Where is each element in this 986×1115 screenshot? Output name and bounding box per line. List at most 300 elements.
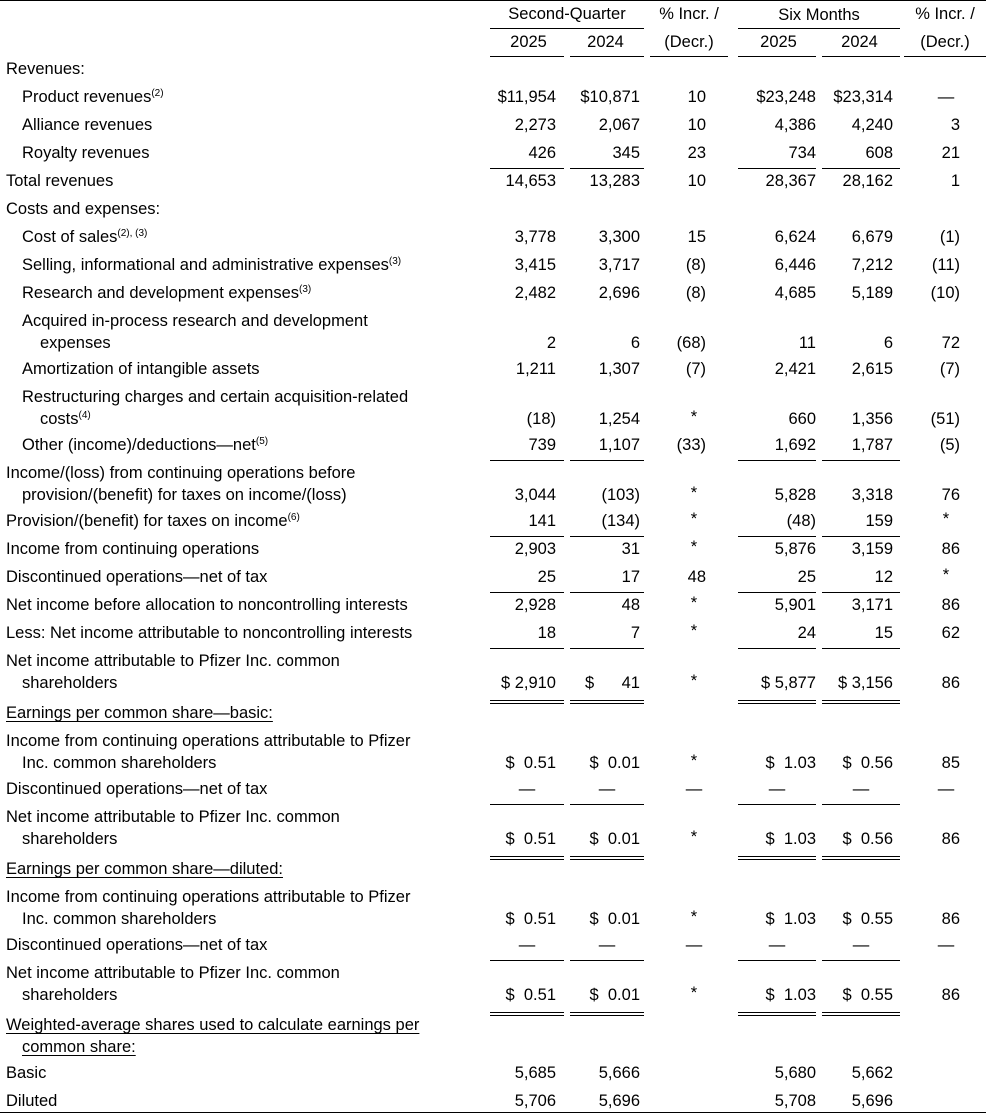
cell-q24: $ 0.01: [589, 986, 640, 1004]
cell-sp: 21: [941, 144, 960, 162]
cell-s25: 6,446: [774, 256, 816, 274]
row-label: [22, 435, 268, 455]
cell-qp: (68): [676, 334, 706, 352]
rule-s24: [822, 856, 900, 857]
rule-s25-double: [738, 859, 816, 860]
rule-q24: [570, 460, 644, 461]
bottom-border: [0, 1112, 986, 1113]
header-q-incr-line2: (Decr.): [664, 33, 714, 51]
rule-q24-double: [570, 1015, 644, 1016]
header-underline-s25: [738, 56, 816, 57]
row-label-text: Discontinued operations—net of tax: [6, 936, 268, 954]
row-label-text: Research and development expenses: [22, 284, 300, 302]
rule-s24: [822, 1012, 900, 1013]
row-label-text: common share:: [22, 1038, 136, 1056]
cell-s24: $ 0.55: [842, 910, 893, 928]
rule-q25: [490, 648, 564, 649]
rule-s24: [822, 536, 900, 537]
cell-sp: 72: [941, 334, 960, 352]
cell-s24: $ 0.55: [842, 986, 893, 1004]
rule-s24-double: [822, 1015, 900, 1016]
row-label-text: Royalty revenues: [22, 144, 150, 162]
cell-s25: 1,692: [774, 436, 816, 454]
cell-q24: 17: [621, 568, 640, 586]
footnote-ref: (2): [151, 88, 164, 99]
cell-sp: *: [942, 510, 950, 528]
row-label-text: costs: [40, 410, 79, 428]
cell-sp: (7): [939, 360, 960, 378]
rule-q24: [570, 1012, 644, 1013]
cell-q24: $ 0.01: [589, 754, 640, 772]
cell-s25: $ 1.03: [765, 910, 816, 928]
cell-q24: 2,067: [598, 116, 640, 134]
row-label-text: provision/(benefit) for taxes on income/(loss): [22, 486, 347, 504]
rule-q25-double: [490, 703, 564, 704]
rule-q24: [570, 700, 644, 701]
cell-q25: $11,954: [497, 88, 556, 106]
rule-s24: [822, 960, 900, 961]
rule-q25: [490, 856, 564, 857]
cell-s25: 6,624: [774, 228, 816, 246]
rule-s25: [738, 1012, 816, 1013]
row-label-text: Net income attributable to Pfizer Inc. common: [6, 964, 340, 982]
row-label-text: shareholders: [22, 830, 118, 848]
row-label: [40, 333, 111, 353]
row-label-text: Cost of sales: [22, 228, 118, 246]
row-label-text: Alliance revenues: [22, 116, 153, 134]
cell-q25: $ 0.51: [505, 910, 556, 928]
cell-s24: 7,212: [851, 256, 893, 274]
cell-q24: 3,717: [598, 256, 640, 274]
cell-qp: *: [690, 510, 698, 528]
header-rule-q: [490, 28, 644, 29]
cell-q25: 14,653: [505, 172, 556, 190]
rule-s25: [738, 804, 816, 805]
header-s-2024: 2024: [841, 33, 878, 51]
row-label-text: shareholders: [22, 986, 118, 1004]
cell-qp: *: [690, 908, 698, 926]
cell-sp: 86: [941, 986, 960, 1004]
rule-s25-double: [738, 703, 816, 704]
row-label-text: Acquired in-process research and development: [22, 312, 368, 330]
cell-s25: $ 1.03: [765, 986, 816, 1004]
row-label: [6, 887, 410, 907]
rule-q25: [490, 960, 564, 961]
header-underline-qp: [650, 56, 728, 57]
cell-q25: —: [518, 936, 536, 954]
cell-sp: 86: [941, 910, 960, 928]
footnote-ref: (4): [78, 410, 91, 421]
footnote-ref: (5): [255, 436, 269, 447]
rule-q24-double: [570, 859, 644, 860]
cell-qp: (8): [685, 284, 706, 302]
row-label-text: Inc. common shareholders: [22, 910, 217, 928]
cell-s25: 660: [788, 410, 816, 428]
cell-q25: (18): [526, 410, 556, 428]
row-label: [6, 567, 267, 587]
cell-s24: 3,171: [851, 596, 893, 614]
cell-s25: 734: [788, 144, 816, 162]
row-label: [6, 651, 340, 671]
cell-s24: —: [852, 780, 870, 798]
cell-sp: 3: [950, 116, 960, 134]
row-label-text: shareholders: [22, 674, 118, 692]
rule-s24: [822, 648, 900, 649]
row-label: [6, 1063, 46, 1083]
row-label: [22, 311, 368, 331]
rule-s25: [738, 168, 816, 169]
cell-q24: 31: [621, 540, 640, 558]
cell-qp: *: [690, 984, 698, 1002]
cell-q24: 2,696: [598, 284, 640, 302]
cell-qp: (33): [676, 436, 706, 454]
cell-q24: 48: [621, 596, 640, 614]
row-label-text: Selling, informational and administrative expenses: [22, 256, 389, 274]
header-underline-sp: [904, 56, 986, 57]
row-label: [22, 753, 216, 773]
row-label: [22, 485, 347, 505]
cell-sp: (51): [930, 410, 960, 428]
rule-q24: [570, 856, 644, 857]
cell-s25: 4,386: [774, 116, 816, 134]
cell-q24: —: [598, 780, 616, 798]
rule-s24-double: [822, 859, 900, 860]
row-label: [6, 595, 408, 615]
rule-s25: [738, 460, 816, 461]
cell-sp: —: [937, 780, 955, 798]
cell-q24: $10,871: [580, 88, 640, 106]
cell-q24: (103): [601, 486, 640, 504]
row-label-text: Discontinued operations—net of tax: [6, 780, 268, 798]
row-label-text: expenses: [40, 334, 111, 352]
cell-s25: 5,828: [774, 486, 816, 504]
row-label: [22, 985, 117, 1005]
cell-s24: 12: [874, 568, 893, 586]
row-label-text: Diluted: [6, 1092, 58, 1110]
cell-s24: $23,314: [833, 88, 893, 106]
cell-q24: 13,283: [589, 172, 640, 190]
cell-sp: (10): [930, 284, 960, 302]
cell-s25: 11: [798, 334, 816, 352]
rule-s25: [738, 700, 816, 701]
row-label: [22, 909, 216, 929]
cell-s25: 28,367: [765, 172, 816, 190]
cell-sp: (11): [931, 256, 960, 274]
cell-sp: 1: [950, 172, 960, 190]
row-label: [6, 59, 85, 79]
cell-s24: 5,662: [851, 1064, 893, 1082]
cell-sp: —: [937, 88, 955, 106]
rule-s24: [822, 460, 900, 461]
cell-qp: *: [690, 752, 698, 770]
row-label-text: Income from continuing operations attributable to Pfizer: [6, 732, 411, 750]
row-label-text: Net income attributable to Pfizer Inc. common: [6, 652, 340, 670]
footnote-ref: (3): [299, 284, 312, 295]
row-label: [6, 199, 160, 219]
cell-q25: $ 0.51: [505, 830, 556, 848]
rule-s24-double: [822, 703, 900, 704]
cell-s24: 1,356: [851, 410, 893, 428]
row-label: [6, 1015, 419, 1035]
cell-q24: 3,300: [598, 228, 640, 246]
cell-q24: 6: [630, 334, 640, 352]
header-six-months: Six Months: [778, 6, 860, 24]
rule-s25: [738, 536, 816, 537]
header-rule-s: [738, 28, 900, 29]
cell-qp: *: [690, 672, 698, 690]
row-label: [6, 623, 412, 643]
cell-q24: 5,696: [598, 1092, 640, 1110]
row-label-text: Basic: [6, 1064, 47, 1082]
cell-q25: 2,482: [514, 284, 556, 302]
cell-s25: 24: [797, 624, 816, 642]
cell-qp: 10: [687, 172, 706, 190]
cell-sp: (1): [939, 228, 960, 246]
cell-q25: 3,778: [514, 228, 556, 246]
row-label: [6, 463, 355, 483]
cell-s25: —: [768, 936, 786, 954]
top-border: [0, 0, 986, 1]
cell-s24: 28,162: [842, 172, 893, 190]
cell-q25: 426: [528, 144, 556, 162]
cell-sp: 86: [941, 830, 960, 848]
cell-qp: *: [690, 538, 698, 556]
cell-q25: 2,273: [514, 116, 556, 134]
row-label-text: Total revenues: [6, 172, 114, 190]
cell-s24: 6: [883, 334, 893, 352]
row-label-text: Other (income)/deductions—net: [22, 436, 256, 454]
rule-s25-double: [738, 1015, 816, 1016]
cell-q24: (134): [601, 512, 640, 530]
row-label: [22, 359, 260, 379]
cell-sp: 76: [941, 486, 960, 504]
row-label: [6, 935, 267, 955]
row-label: [6, 807, 340, 827]
rule-s24: [822, 804, 900, 805]
row-label-text: Costs and expenses:: [6, 200, 161, 218]
row-label: [22, 143, 149, 163]
rule-s25: [738, 856, 816, 857]
cell-q25: 1,211: [515, 360, 556, 378]
cell-sp: 86: [941, 674, 960, 692]
cell-qp: *: [690, 828, 698, 846]
row-label-text: Provision/(benefit) for taxes on income: [6, 512, 288, 530]
cell-s24: 15: [874, 624, 893, 642]
rule-q25-double: [490, 859, 564, 860]
cell-s25: $ 1.03: [765, 830, 816, 848]
rule-s25: [738, 592, 816, 593]
row-label-text: Restructuring charges and certain acquisition-related: [22, 388, 409, 406]
row-label-text: Net income before allocation to noncontrolling interests: [6, 596, 408, 614]
cell-q24: —: [598, 936, 616, 954]
cell-q24: 5,666: [598, 1064, 640, 1082]
cell-q25: 2,903: [514, 540, 556, 558]
cell-q25: $ 0.51: [505, 754, 556, 772]
row-label: [6, 703, 273, 723]
row-label-text: Income from continuing operations: [6, 540, 260, 558]
cell-q24: 1,307: [598, 360, 640, 378]
cell-s24: 1,787: [851, 436, 893, 454]
cell-s24: 6,679: [851, 228, 893, 246]
cell-s25: 5,680: [774, 1064, 816, 1082]
cell-s25: $ 5,877: [760, 674, 816, 692]
cell-q25: 141: [528, 512, 556, 530]
rule-q24: [570, 804, 644, 805]
rule-q25: [490, 700, 564, 701]
header-s-incr-line2: (Decr.): [920, 33, 970, 51]
cell-qp: *: [690, 594, 698, 612]
cell-qp: 15: [687, 228, 706, 246]
cell-s24: —: [852, 936, 870, 954]
cell-qp: *: [690, 408, 698, 426]
header-q-2024: 2024: [587, 33, 624, 51]
cell-s24: 4,240: [851, 116, 893, 134]
cell-q24: $ 41: [584, 674, 640, 692]
cell-q25: —: [518, 780, 536, 798]
rule-q25-double: [490, 1015, 564, 1016]
row-label-text: Net income attributable to Pfizer Inc. common: [6, 808, 340, 826]
cell-s25: 2,421: [774, 360, 816, 378]
cell-q25: 18: [537, 624, 556, 642]
cell-q25: $ 2,910: [500, 674, 556, 692]
rule-q25: [490, 804, 564, 805]
row-label: [22, 255, 401, 275]
cell-sp: *: [942, 566, 950, 584]
cell-s24: $ 0.56: [842, 754, 893, 772]
cell-s25: 5,901: [774, 596, 816, 614]
header-underline-q24: [570, 56, 644, 57]
rule-q24: [570, 648, 644, 649]
cell-qp: 48: [687, 568, 706, 586]
row-label: [22, 87, 164, 107]
cell-sp: 86: [941, 540, 960, 558]
row-label-text: Amortization of intangible assets: [22, 360, 260, 378]
row-label: [6, 731, 410, 751]
rule-q25: [490, 460, 564, 461]
header-second-quarter: Second-Quarter: [508, 5, 626, 23]
rule-s24: [822, 700, 900, 701]
cell-s25: 25: [797, 568, 816, 586]
row-label: [22, 227, 147, 247]
cell-q25: 3,044: [514, 486, 556, 504]
cell-s25: 5,708: [774, 1092, 816, 1110]
row-label-text: Product revenues: [22, 88, 152, 106]
cell-s24: $ 0.56: [842, 830, 893, 848]
row-label-text: Inc. common shareholders: [22, 754, 217, 772]
cell-sp: —: [937, 936, 955, 954]
row-label-text: Income/(loss) from continuing operations before: [6, 464, 356, 482]
rule-s25: [738, 960, 816, 961]
cell-q25: 2: [546, 334, 556, 352]
rule-q25: [490, 592, 564, 593]
cell-qp: *: [690, 484, 698, 502]
cell-q25: 5,685: [514, 1064, 556, 1082]
row-label: [22, 829, 117, 849]
cell-q25: $ 0.51: [505, 986, 556, 1004]
cell-qp: (7): [685, 360, 706, 378]
footnote-ref: (2), (3): [117, 228, 148, 239]
cell-qp: 10: [687, 116, 706, 134]
cell-q24: $ 0.01: [589, 830, 640, 848]
cell-q25: 3,415: [514, 256, 556, 274]
cell-qp: (8): [685, 256, 706, 274]
row-label: [22, 283, 311, 303]
footnote-ref: (6): [287, 512, 300, 523]
footnote-ref: (3): [388, 256, 402, 267]
row-label-text: Weighted-average shares used to calculate earnings per: [6, 1016, 420, 1034]
rule-q25: [490, 1012, 564, 1013]
cell-s24: 3,318: [851, 486, 893, 504]
header-underline-q25: [490, 56, 564, 57]
row-label: [6, 539, 259, 559]
cell-s25: (48): [786, 512, 816, 530]
cell-s25: $23,248: [756, 88, 816, 106]
cell-q24: $ 0.01: [589, 910, 640, 928]
row-label: [6, 779, 267, 799]
cell-q24: 7: [630, 624, 640, 642]
rule-q25: [490, 536, 564, 537]
row-label: [22, 1037, 136, 1057]
cell-sp: (5): [939, 436, 960, 454]
rule-q24-double: [570, 703, 644, 704]
cell-qp: —: [685, 936, 703, 954]
cell-q25: 5,706: [514, 1092, 556, 1110]
cell-s25: 4,685: [774, 284, 816, 302]
header-s-incr-line1: % Incr. /: [915, 5, 975, 23]
cell-s24: 2,615: [851, 360, 893, 378]
cell-sp: 86: [941, 596, 960, 614]
rule-q25: [490, 168, 564, 169]
rule-s25: [738, 648, 816, 649]
cell-qp: —: [685, 780, 703, 798]
row-label-text: Income from continuing operations attributable to Pfizer: [6, 888, 411, 906]
row-label-text: Discontinued operations—net of tax: [6, 568, 268, 586]
cell-s25: —: [768, 780, 786, 798]
header-q-2025: 2025: [510, 33, 547, 51]
row-label: [6, 963, 340, 983]
cell-s24: 3,159: [851, 540, 893, 558]
rule-q24: [570, 536, 644, 537]
cell-q24: 1,254: [598, 410, 640, 428]
header-s-2025: 2025: [760, 33, 797, 51]
row-label-text: Earnings per common share—basic:: [6, 704, 273, 722]
rule-s24: [822, 592, 900, 593]
cell-q25: 2,928: [514, 596, 556, 614]
row-label-text: Revenues:: [6, 60, 85, 78]
rule-q24: [570, 960, 644, 961]
row-label: [6, 1091, 57, 1111]
header-underline-s24: [822, 56, 900, 57]
cell-s24: 608: [865, 144, 893, 162]
row-label-text: Earnings per common share—diluted:: [6, 860, 283, 878]
cell-q24: 1,107: [598, 436, 640, 454]
cell-sp: 62: [941, 624, 960, 642]
cell-qp: 10: [687, 88, 706, 106]
cell-s24: 5,696: [851, 1092, 893, 1110]
cell-qp: *: [690, 622, 698, 640]
row-label: [22, 115, 152, 135]
cell-s24: 159: [865, 512, 893, 530]
row-label: [6, 511, 300, 531]
cell-qp: 23: [687, 144, 706, 162]
cell-q24: 345: [612, 144, 640, 162]
row-label: [40, 409, 91, 429]
rule-q24: [570, 168, 644, 169]
cell-sp: 85: [941, 754, 960, 772]
cell-q25: 739: [528, 436, 556, 454]
row-label-text: Less: Net income attributable to noncontrolling interests: [6, 624, 413, 642]
cell-s25: $ 1.03: [765, 754, 816, 772]
